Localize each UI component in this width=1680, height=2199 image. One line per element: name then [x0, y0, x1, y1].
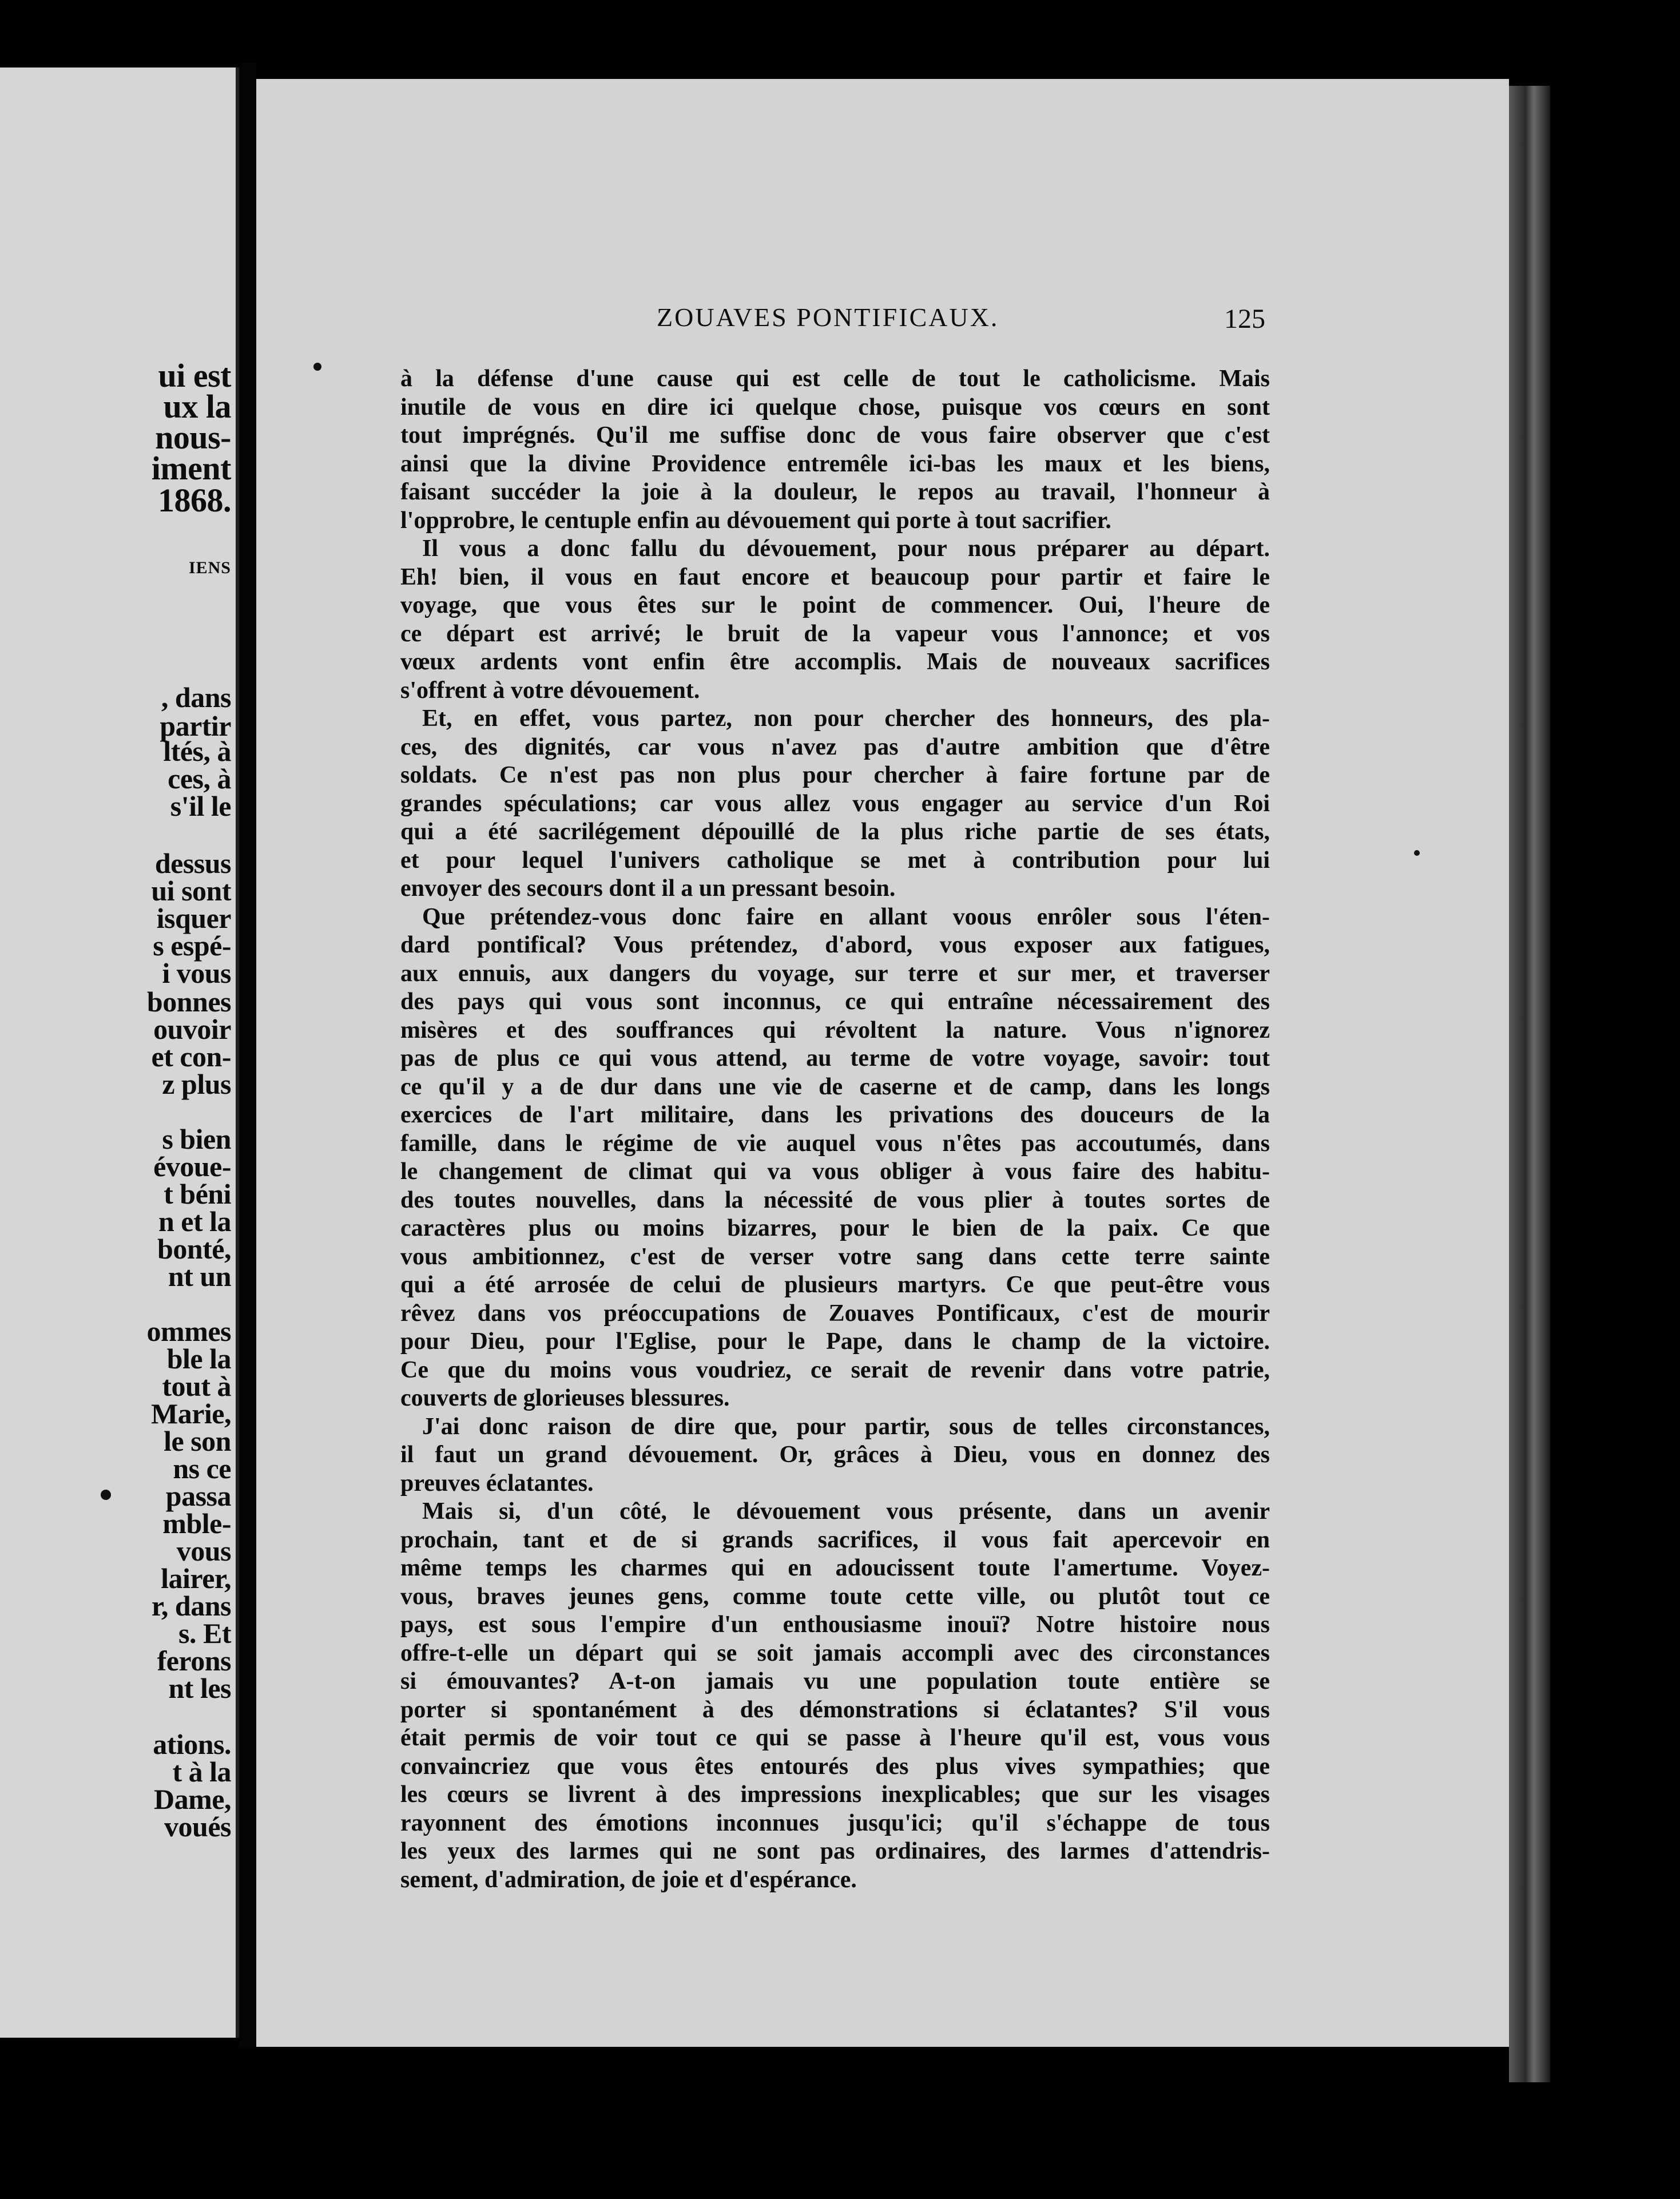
body-line: dard pontifical? Vous prétendez, d'abord, vous exposer aux fatigues, — [400, 932, 1270, 958]
body-text — [400, 365, 1270, 1894]
left-page-line: ferons — [157, 1645, 231, 1677]
left-page-line: Dame, — [154, 1783, 231, 1815]
body-line: grandes spéculations; car vous allez vous engager au service d'un Roi — [400, 790, 1270, 817]
body-line: vœux ardents vont enfin être accomplis. Mais de nouveaux sacrifices — [400, 649, 1270, 675]
body-line: misères et des souffrances qui révoltent la nature. Vous n'ignorez — [400, 1017, 1270, 1043]
body-line: Mais si, d'un côté, le dévouement vous présente, dans un avenir — [422, 1498, 1270, 1525]
left-page-line: ouvoir — [153, 1013, 231, 1045]
body-line: vous ambitionnez, c'est de verser votre sang dans cette terre sainte — [400, 1243, 1270, 1270]
left-page-line: partir — [160, 710, 231, 742]
left-page-line: tout à — [162, 1370, 231, 1402]
left-page-line: , dans — [161, 681, 231, 713]
left-page-line: n et la — [158, 1205, 231, 1237]
left-page-line: le son — [164, 1425, 231, 1457]
left-page-line: s bien — [162, 1123, 231, 1155]
left-page-line: ations. — [153, 1728, 231, 1760]
running-head: ZOUAVES PONTIFICAUX. — [657, 303, 999, 332]
body-line: voyage, que vous êtes sur le point de commencer. Oui, l'heure de — [400, 592, 1270, 618]
left-page-line: isquer — [156, 902, 231, 934]
body-line: couverts de glorieuses blessures. — [400, 1385, 730, 1411]
left-page-line: voués — [164, 1811, 231, 1843]
page-number: 125 — [1224, 304, 1265, 334]
body-line: même temps les charmes qui en adoucissent toute l'amertume. Voyez- — [400, 1555, 1270, 1581]
body-line: ces, des dignités, car vous n'avez pas d'autre ambition que d'être — [400, 733, 1270, 760]
body-line: à la défense d'une cause qui est celle de tout le catholicisme. Mais — [400, 366, 1270, 392]
body-line: des pays qui vous sont inconnus, ce qui entraîne nécessairement des — [400, 989, 1270, 1015]
margin-dot-mark — [313, 363, 321, 371]
body-line: qui a été arrosée de celui de plusieurs martyrs. Ce que peut-être vous — [400, 1272, 1270, 1298]
body-line: si émouvantes? A-t-on jamais vu une population toute entière se — [400, 1668, 1270, 1694]
body-line: tout imprégnés. Qu'il me suffise donc de vous faire observer que c'est — [400, 422, 1270, 448]
left-page-line: z plus — [162, 1068, 231, 1100]
body-line: ainsi que la divine Providence entremêle ici-bas les maux et les biens, — [400, 450, 1270, 477]
body-line: faisant succéder la joie à la douleur, le repos au travail, l'honneur à — [400, 479, 1270, 505]
left-page-line: s'il le — [170, 790, 231, 822]
body-line: caractères plus ou moins bizarres, pour le bien de la paix. Ce que — [400, 1215, 1270, 1241]
left-page-line: nt les — [168, 1672, 231, 1704]
body-line: exercices de l'art militaire, dans les privations des douceurs de la — [400, 1102, 1270, 1128]
left-page-line: dessus — [154, 847, 231, 879]
body-line: Eh! bien, il vous en faut encore et beaucoup pour partir et faire le — [400, 563, 1270, 590]
body-line: et pour lequel l'univers catholique se met à contribution pour lui — [400, 847, 1270, 874]
left-page-line: bonnes — [146, 986, 231, 1018]
left-page-line: lairer, — [161, 1562, 231, 1594]
left-page-line: iment — [151, 450, 231, 487]
left-page-line: IENS — [188, 558, 231, 577]
body-line: l'opprobre, le centuple enfin au dévouement qui porte à tout sacrifier. — [400, 507, 1111, 534]
body-line: pour Dieu, pour l'Eglise, pour le Pape, dans le champ de la victoire. — [400, 1328, 1270, 1355]
body-line: rayonnent des émotions inconnues jusqu'ici; qu'il s'échappe de tous — [400, 1809, 1270, 1836]
body-line: s'offrent à votre dévouement. — [400, 677, 700, 704]
body-line: Que prétendez-vous donc faire en allant voous enrôler sous l'éten- — [422, 903, 1270, 930]
left-page-line: vous — [176, 1535, 231, 1567]
body-line: les cœurs se livrent à des impressions inexplicables; que sur les visages — [400, 1781, 1270, 1808]
body-line: Ce que du moins vous voudriez, ce serait de revenir dans votre patrie, — [400, 1356, 1270, 1383]
body-line: offre-t-elle un départ qui se soit jamais accompli avec des circonstances — [400, 1640, 1270, 1666]
left-page-line: ble la — [166, 1343, 231, 1375]
left-page-line: t à la — [172, 1756, 231, 1788]
body-line: preuves éclatantes. — [400, 1470, 594, 1497]
body-line: soldats. Ce n'est pas non plus pour chercher à faire fortune par de — [400, 762, 1270, 788]
body-line: le changement de climat qui va vous obliger à vous faire des habitu- — [400, 1158, 1270, 1185]
left-page-line: ommes — [146, 1315, 231, 1347]
body-line: porter si spontanément à des démonstrations si éclatantes? S'il vous — [400, 1696, 1270, 1723]
body-line: sement, d'admiration, de joie et d'espérance. — [400, 1866, 857, 1893]
left-page-line: t béni — [164, 1178, 231, 1210]
left-page-line: s. Et — [178, 1617, 231, 1649]
body-line: des toutes nouvelles, dans la nécessité de vous plier à toutes sortes de — [400, 1186, 1270, 1213]
body-line: vous, braves jeunes gens, comme toute cette ville, ou plutôt tout ce — [400, 1583, 1270, 1610]
body-line: inutile de vous en dire ici quelque chose, puisque vos cœurs en sont — [400, 394, 1270, 420]
body-line: envoyer des secours dont il a un pressant besoin. — [400, 875, 896, 902]
left-facing-page — [0, 68, 239, 2038]
left-page-line: nt un — [168, 1260, 231, 1292]
left-page-line: et con- — [151, 1041, 231, 1073]
left-page-line: i vous — [162, 957, 231, 989]
left-page-line: s espé- — [153, 930, 231, 962]
left-page-line: ui est — [158, 357, 231, 394]
page-edge — [1509, 86, 1550, 2082]
body-line: était permis de voir tout ce qui se passe à l'heure qu'il est, vous vous — [400, 1725, 1270, 1751]
body-line: ce départ est arrivé; le bruit de la vapeur vous l'annonce; et vos — [400, 620, 1270, 647]
body-line: aux ennuis, aux dangers du voyage, sur terre et sur mer, et traverser — [400, 960, 1270, 987]
body-line: pas de plus ce qui vous attend, au terme de votre voyage, savoir: tout — [400, 1045, 1270, 1071]
left-page-line: ux la — [163, 388, 231, 425]
left-page-line: ns ce — [173, 1452, 231, 1484]
body-line: Et, en effet, vous partez, non pour chercher des honneurs, des pla- — [422, 705, 1270, 732]
body-line: convaincriez que vous êtes entourés des plus vives sympathies; que — [400, 1753, 1270, 1780]
left-page-line: ui sont — [151, 875, 231, 907]
body-line: Il vous a donc fallu du dévouement, pour nous préparer au départ. — [422, 535, 1270, 562]
left-page-line: Marie, — [151, 1398, 231, 1430]
body-line: rêvez dans vos préoccupations de Zouaves Pontificaux, c'est de mourir — [400, 1300, 1270, 1327]
left-page-line: passa — [165, 1480, 231, 1512]
body-line: famille, dans le régime de vie auquel vous n'êtes pas accoutumés, dans — [400, 1130, 1270, 1157]
left-page-line: ces, à — [168, 763, 231, 795]
left-page-line: mble- — [162, 1507, 231, 1539]
body-line: qui a été sacrilégement dépouillé de la plus riche partie de ses états, — [400, 819, 1270, 845]
left-page-line: 1868. — [158, 482, 231, 519]
left-page-line: bonté, — [157, 1233, 231, 1265]
body-line: il faut un grand dévouement. Or, grâces à Dieu, vous en donnez des — [400, 1442, 1270, 1468]
body-line: J'ai donc raison de dire que, pour partir, sous de telles circonstances, — [422, 1413, 1270, 1440]
margin-dot-mark — [1414, 850, 1420, 856]
body-line: les yeux des larmes qui ne sont pas ordinaires, des larmes d'attendris- — [400, 1838, 1270, 1864]
left-page-line: nous- — [155, 419, 231, 456]
body-line: pays, est sous l'empire d'un enthousiasme inouï? Notre histoire nous — [400, 1611, 1270, 1638]
body-line: prochain, tant et de si grands sacrifices, il vous fait apercevoir en — [400, 1526, 1270, 1553]
left-page-line: ltés, à — [163, 735, 231, 767]
book-gutter — [239, 63, 256, 2048]
left-page-line: évoue- — [153, 1150, 231, 1182]
body-line: ce qu'il y a de dur dans une vie de caserne et de camp, dans les longs — [400, 1073, 1270, 1100]
margin-dot-mark — [101, 1490, 111, 1500]
left-page-line: r, dans — [151, 1590, 231, 1622]
